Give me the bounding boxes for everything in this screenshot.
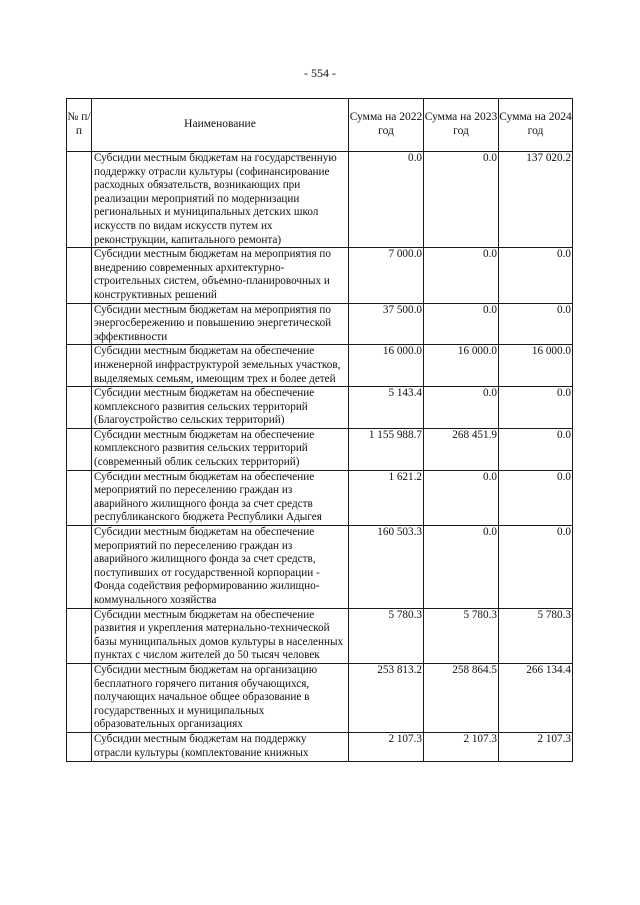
row-number — [67, 152, 92, 248]
row-number — [67, 387, 92, 429]
table-row — [67, 526, 573, 609]
row-name: Субсидии местным бюджетам на обеспечение инженерной инфраструктурой земельных участков, выделяемых семьям, имеющим трех и более детей — [92, 345, 349, 387]
table-row — [67, 732, 573, 761]
row-number — [67, 663, 92, 732]
row-sum-2024: 0.0 — [499, 303, 573, 345]
row-name: Субсидии местным бюджетам на поддержку отрасли культуры (комплектование книжных — [92, 732, 349, 761]
row-sum-2023: 5 780.3 — [424, 608, 499, 663]
table-header-row — [67, 99, 573, 152]
row-sum-2024: 2 107.3 — [499, 732, 573, 761]
row-name: Субсидии местным бюджетам на обеспечение мероприятий по переселению граждан из аварийного жилищного фонда за счет средств республиканского бюджета Республики Адыгея — [92, 470, 349, 525]
row-sum-2022: 0.0 — [349, 152, 424, 248]
row-sum-2023: 0.0 — [424, 303, 499, 345]
row-sum-2023: 0.0 — [424, 470, 499, 525]
row-sum-2022: 1 155 988.7 — [349, 428, 424, 470]
row-name: Субсидии местным бюджетам на мероприятия по энергосбережению и повышению энергетической эффективности — [92, 303, 349, 345]
row-number — [67, 470, 92, 525]
row-name: Субсидии местным бюджетам на обеспечение комплексного развития сельских территорий (современный облик сельских территорий) — [92, 428, 349, 470]
table-row — [67, 428, 573, 470]
header-sum-2023: Сумма на 2023 год — [424, 99, 499, 152]
row-sum-2023: 258 864.5 — [424, 663, 499, 732]
row-name: Субсидии местным бюджетам на организацию бесплатного горячего питания обучающихся, получающих начальное общее образование в государственных и муниципальных образовательных организациях — [92, 663, 349, 732]
row-number — [67, 732, 92, 761]
row-sum-2023: 0.0 — [424, 248, 499, 303]
row-number — [67, 345, 92, 387]
row-sum-2022: 1 621.2 — [349, 470, 424, 525]
row-name: Субсидии местным бюджетам на обеспечение мероприятий по переселению граждан из аварийного жилищного фонда за счет средств, поступивших от государственной корпорации - Фонда содействия реформированию жилищно-коммунального хозяйства — [92, 526, 349, 609]
table-row — [67, 608, 573, 663]
row-sum-2023: 16 000.0 — [424, 345, 499, 387]
row-sum-2024: 0.0 — [499, 387, 573, 429]
row-sum-2023: 0.0 — [424, 387, 499, 429]
row-sum-2024: 0.0 — [499, 526, 573, 609]
row-sum-2024: 137 020.2 — [499, 152, 573, 248]
table-row — [67, 152, 573, 248]
table-row — [67, 248, 573, 303]
row-sum-2023: 268 451.9 — [424, 428, 499, 470]
row-name: Субсидии местным бюджетам на обеспечение комплексного развития сельских территорий (Благоустройство сельских территорий) — [92, 387, 349, 429]
row-name: Субсидии местным бюджетам на государственную поддержку отрасли культуры (софинансирование расходных обязательств, возникающих при реализации мероприятий по модернизации региональных и муниципальных детских школ искусств по видам искусств путем их реконструкции, капитального ремонта) — [92, 152, 349, 248]
table-row — [67, 663, 573, 732]
row-number — [67, 526, 92, 609]
page-number: - 554 - — [304, 66, 336, 80]
row-number — [67, 303, 92, 345]
row-sum-2023: 2 107.3 — [424, 732, 499, 761]
row-sum-2022: 5 780.3 — [349, 608, 424, 663]
row-sum-2024: 0.0 — [499, 470, 573, 525]
row-sum-2022: 253 813.2 — [349, 663, 424, 732]
table-row — [67, 345, 573, 387]
header-sum-2024: Сумма на 2024 год — [499, 99, 573, 152]
row-number — [67, 248, 92, 303]
row-sum-2022: 160 503.3 — [349, 526, 424, 609]
row-sum-2024: 16 000.0 — [499, 345, 573, 387]
row-sum-2022: 5 143.4 — [349, 387, 424, 429]
table-row — [67, 303, 573, 345]
row-sum-2022: 16 000.0 — [349, 345, 424, 387]
row-number — [67, 608, 92, 663]
budget-subsidies-table — [66, 98, 573, 762]
row-sum-2022: 37 500.0 — [349, 303, 424, 345]
table-row — [67, 387, 573, 429]
row-number — [67, 428, 92, 470]
row-sum-2022: 7 000.0 — [349, 248, 424, 303]
header-row-number: № п/п — [67, 99, 92, 152]
row-sum-2022: 2 107.3 — [349, 732, 424, 761]
row-sum-2023: 0.0 — [424, 526, 499, 609]
header-sum-2022: Сумма на 2022 год — [349, 99, 424, 152]
header-name: Наименование — [92, 99, 349, 152]
row-sum-2023: 0.0 — [424, 152, 499, 248]
table-row — [67, 470, 573, 525]
row-name: Субсидии местным бюджетам на обеспечение развития и укрепления материально-технической базы муниципальных домов культуры в населенных пунктах с числом жителей до 50 тысяч человек — [92, 608, 349, 663]
row-sum-2024: 5 780.3 — [499, 608, 573, 663]
row-sum-2024: 266 134.4 — [499, 663, 573, 732]
row-sum-2024: 0.0 — [499, 428, 573, 470]
row-name: Субсидии местным бюджетам на мероприятия по внедрению современных архитектурно-строительных систем, объемно-планировочных и конструктивных решений — [92, 248, 349, 303]
row-sum-2024: 0.0 — [499, 248, 573, 303]
